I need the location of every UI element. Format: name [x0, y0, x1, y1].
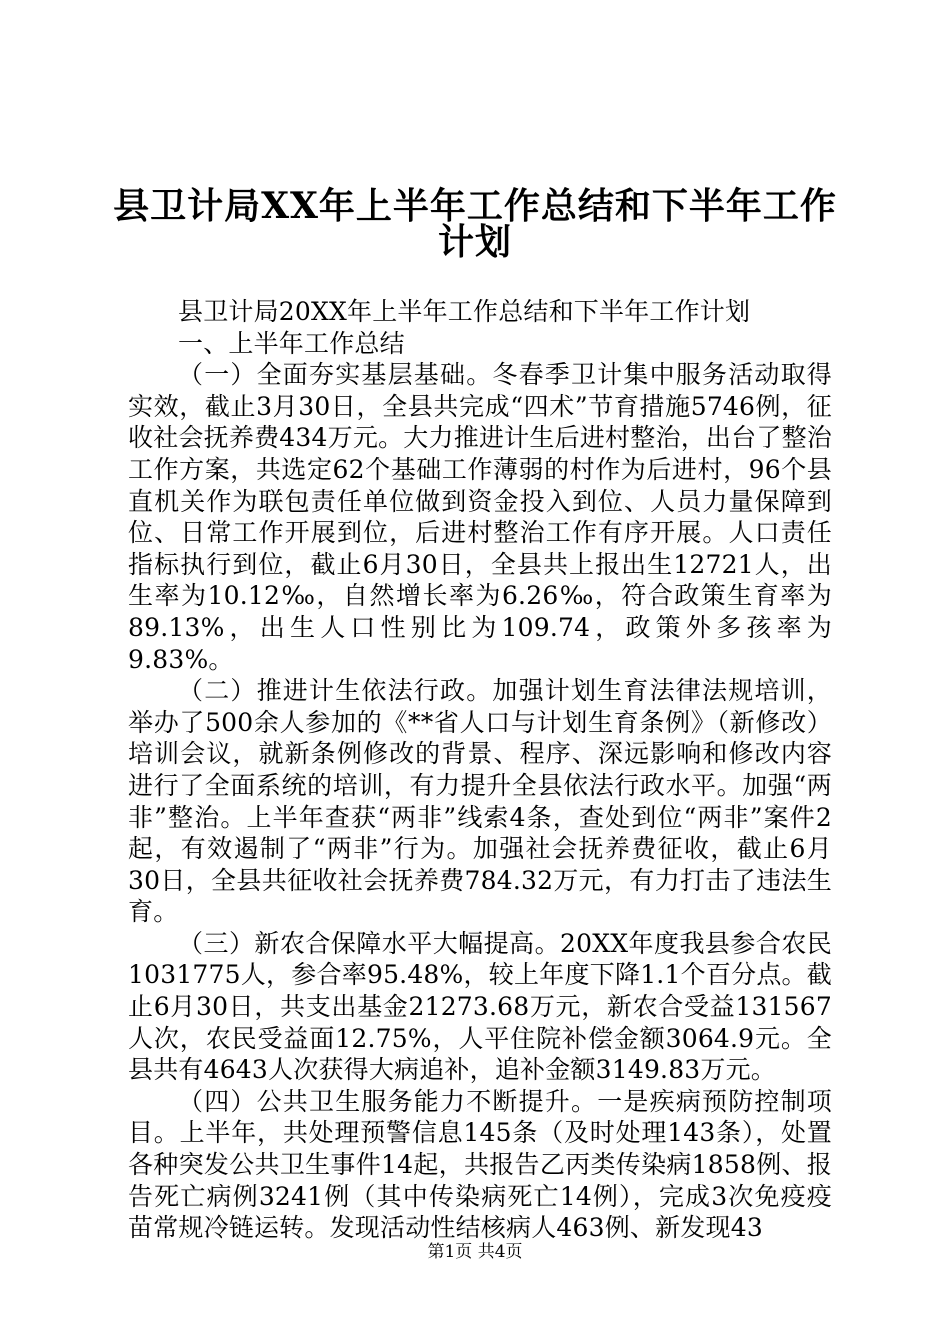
document-body	[128, 296, 832, 1244]
paragraph-1: （一）全面夯实基层基础。冬春季卫计集中服务活动取得实效，截止3月30日，全县共完成“四术”节育措施5746例，征收社会抚养费434万元。大力推进计生后进村整治，出台了整治工作方案，共选定62个基础工作薄弱的村作为后进村，96个县直机关作为联包责任单位做到资金投入到位、人员力量保障到位、日常工作开展到位，后进村整治工作有序开展。人口责任指标执行到位，截止6月30日，全县共上报出生12721人，出生率为10.12‰，自然增长率为6.26‰，符合政策生育率为89.13%，出生人口性别比为109.74，政策外多孩率为9.83%。	[128, 360, 832, 674]
page-footer: 第1页 共4页	[427, 1242, 523, 1262]
paragraph-3: （三）新农合保障水平大幅提高。20XX年度我县参合农民1031775人，参合率95.48%，较上年度下降1.1个百分点。截止6月30日，共支出基金21273.68万元，新农合受益131567人次，农民受益面12.75%，人平住院补偿金额3064.9元。全县共有4643人次获得大病追补，追补金额3149.83万元。	[128, 928, 832, 1085]
document-title-line-1: 县卫计局XX年上半年工作总结和下半年工作	[113, 185, 837, 227]
paragraph-4: （四）公共卫生服务能力不断提升。一是疾病预防控制项目。上半年，共处理预警信息145条（及时处理143条），处置各种突发公共卫生事件14起，共报告乙丙类传染病1858例、报告死亡病例3241例（其中传染病死亡14例），完成3次免疫疫苗常规冷链运转。发现活动性结核病人463例、新发现43	[128, 1086, 832, 1243]
document-subtitle: 县卫计局20XX年上半年工作总结和下半年工作计划	[178, 297, 751, 326]
document-title-line-2: 计划	[437, 221, 512, 263]
section-heading: 一、上半年工作总结	[178, 328, 405, 358]
paragraph-2: （二）推进计生依法行政。加强计划生育法律法规培训，举办了500余人参加的《**省人口与计划生育条例》（新修改）培训会议，就新条例修改的背景、程序、深远影响和修改内容进行了全面系统的培训，有力提升全县依法行政水平。加强“两非”整治。上半年查获“两非”线索4条，查处到位“两非”案件2起，有效遏制了“两非”行为。加强社会抚养费征收，截止6月30日，全县共征收社会抚养费784.32万元，有力打击了违法生育。	[128, 676, 832, 927]
